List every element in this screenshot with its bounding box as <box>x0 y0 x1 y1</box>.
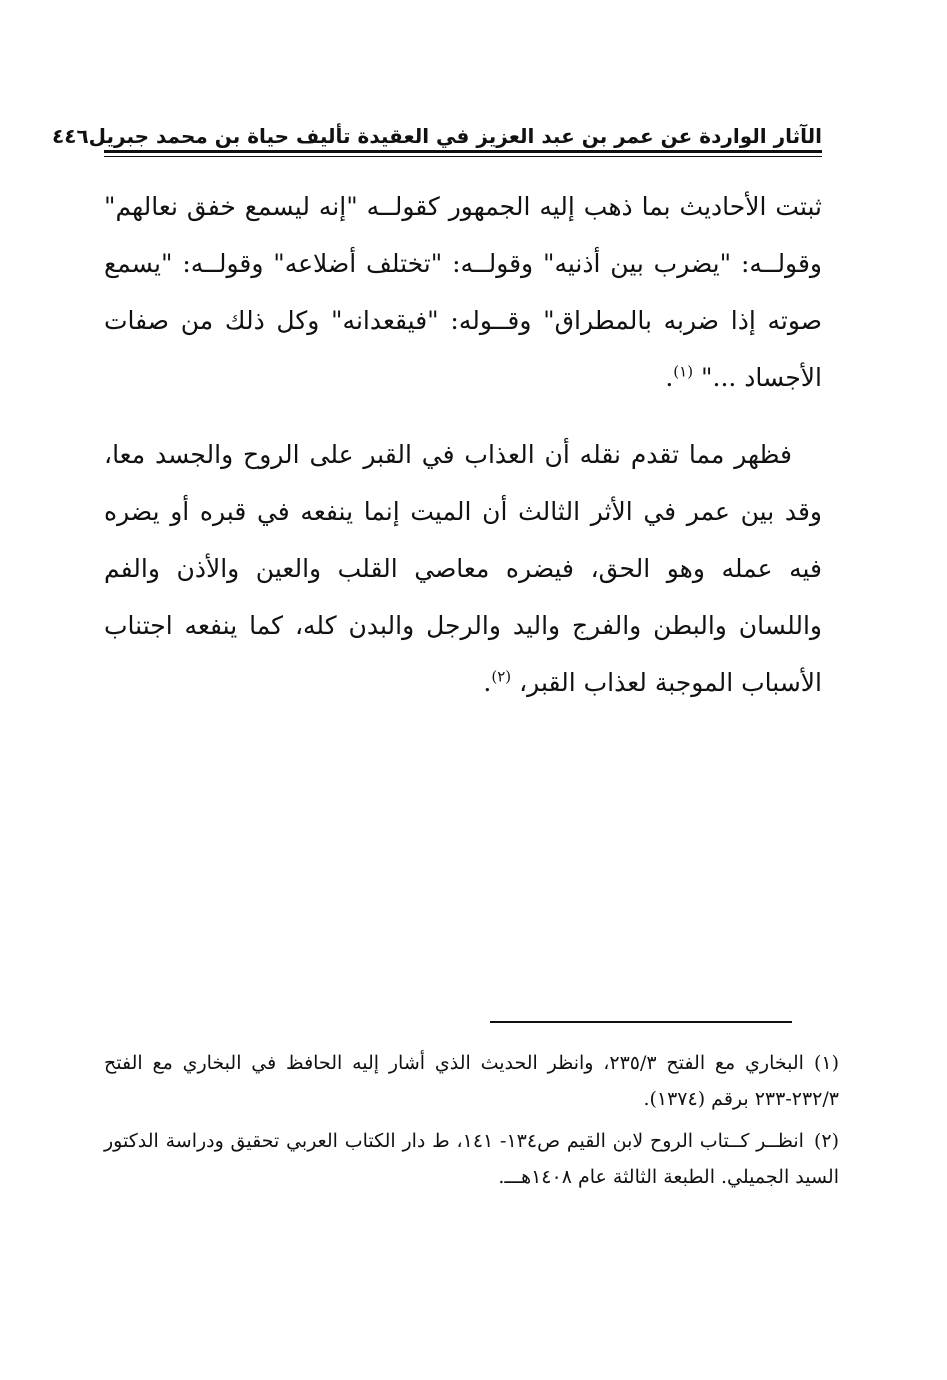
paragraph-1 <box>104 178 822 406</box>
paragraph-1-end: . <box>665 363 674 392</box>
header-rule-thin <box>104 156 822 157</box>
footnote-ref-1: (١) <box>673 362 694 381</box>
footnote-2 <box>104 1123 839 1195</box>
footnote-separator <box>490 1021 792 1023</box>
header-rule-thick <box>104 150 822 153</box>
header-title: الآثار الواردة عن عمر بن عبد العزيز في العقيدة تأليف حياة بن محمد جبريل <box>88 124 822 148</box>
main-text <box>104 178 822 711</box>
footnote-2-text: انظــر كــتاب الروح لابن القيم ص١٣٤- ١٤١، ط دار الكتاب العربي تحقيق ودراسة الدكتور السيد الجميلي. الطبعة الثالثة عام ١٤٠٨هـــ. <box>104 1130 839 1188</box>
paragraph-2-text: فظهر مما تقدم نقله أن العذاب في القبر على الروح والجسد معا، وقد بين عمر في الأثر الثالث أن الميت إنما ينفعه في قبره أو يضره فيه عمله وهو الحق، فيضره معاصي القلب والعين والأذن والفم واللسان والبطن والفرج واليد والرجل والبدن كله، كما ينفعه اجتناب الأسباب الموجبة لعذاب القبر، <box>104 440 822 697</box>
paragraph-1-text: ثبتت الأحاديث بما ذهب إليه الجمهور كقولــه "إنه ليسمع خفق نعالهم" وقولــه: "يضرب بين أذنيه" وقولــه: "تختلف أضلاعه" وقولــه: "يسمع صوته إذا ضربه بالمطراق" وقــوله: "فيقعدانه" وكل ذلك من صفات الأجساد ..." <box>104 192 822 392</box>
footnote-1 <box>104 1045 839 1117</box>
page-number: ٤٤٦ <box>52 124 89 148</box>
paragraph-2 <box>104 426 822 711</box>
paragraph-2-end: . <box>483 668 492 697</box>
running-header <box>52 112 822 148</box>
footnote-ref-2: (٢) <box>491 667 512 686</box>
footnote-2-number: (٢) <box>813 1130 839 1152</box>
footnote-1-number: (١) <box>813 1052 839 1074</box>
footnote-1-text: البخاري مع الفتح ٢٣٥/٣، وانظر الحديث الذي أشار إليه الحافظ في البخاري مع الفتح ٢٣٢/٣-٢٣٣ برقم (١٣٧٤). <box>104 1052 839 1110</box>
footnotes <box>104 1045 839 1195</box>
